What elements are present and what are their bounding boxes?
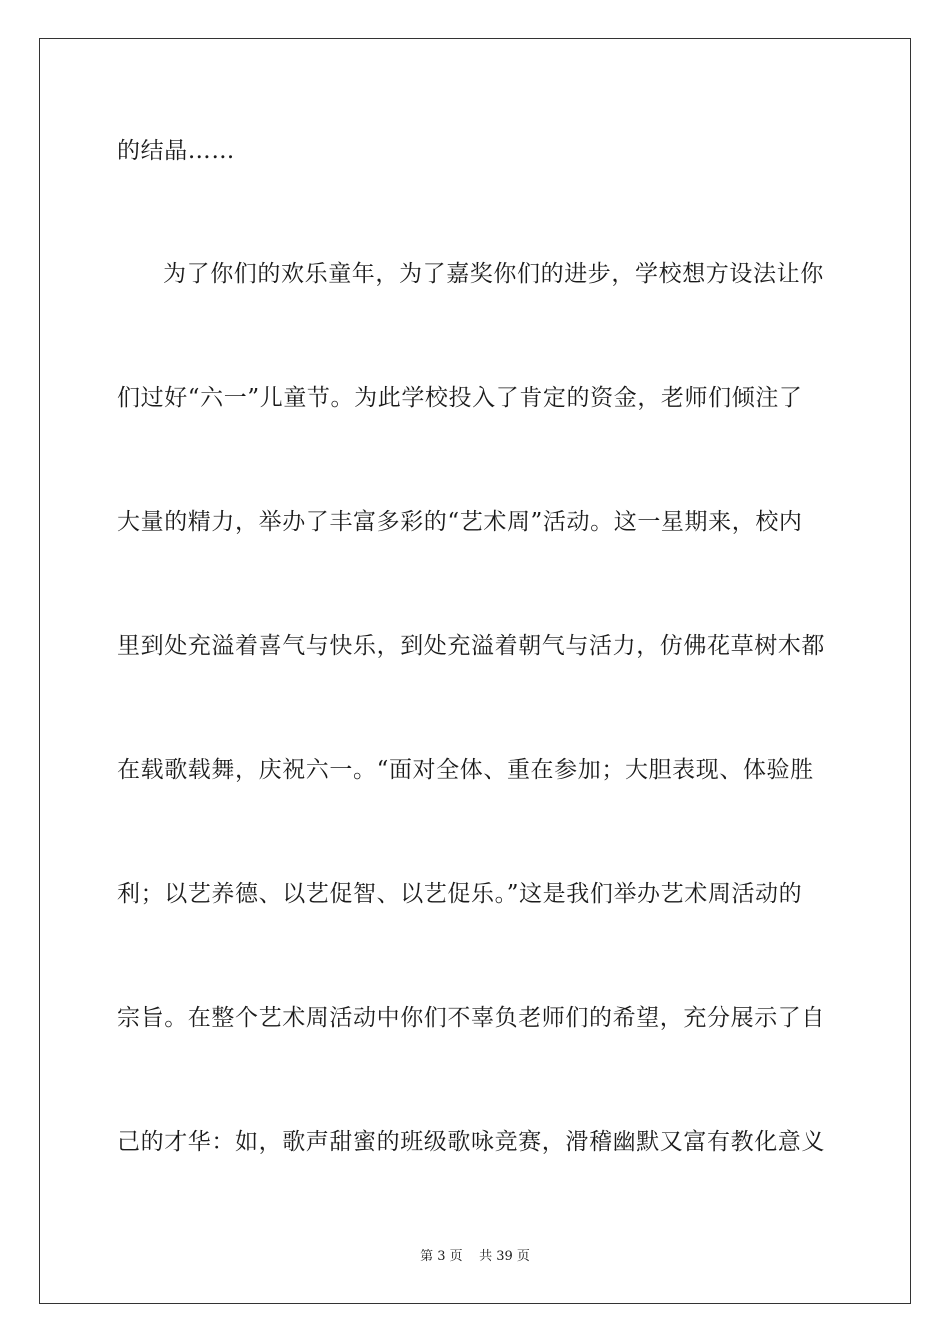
text-line: 己的才华：如，歌声甜蜜的班级歌咏竞赛，滑稽幽默又富有教化意义 bbox=[117, 1129, 825, 1155]
text-line: 大量的精力，举办了丰富多彩的“艺术周”活动。这一星期来，校内 bbox=[117, 509, 803, 535]
page-border bbox=[39, 38, 911, 1304]
paragraph-first-line: 为了你们的欢乐童年，为了嘉奖你们的进步，学校想方设法让你 bbox=[163, 261, 824, 287]
text-line: 在载歌载舞，庆祝六一。“面对全体、重在参加；大胆表现、体验胜 bbox=[117, 757, 814, 783]
text-line: 们过好“六一”儿童节。为此学校投入了肯定的资金，老师们倾注了 bbox=[117, 385, 803, 411]
text-line: 利；以艺养德、以艺促智、以艺促乐。”这是我们举办艺术周活动的 bbox=[117, 881, 803, 907]
text-line: 的结晶…… bbox=[117, 138, 235, 164]
text-line: 里到处充溢着喜气与快乐，到处充溢着朝气与活力，仿佛花草树木都 bbox=[117, 633, 825, 659]
page-number-footer: 第 3 页 共 39 页 bbox=[420, 1249, 530, 1264]
text-line: 宗旨。在整个艺术周活动中你们不辜负老师们的希望，充分展示了自 bbox=[117, 1005, 825, 1031]
